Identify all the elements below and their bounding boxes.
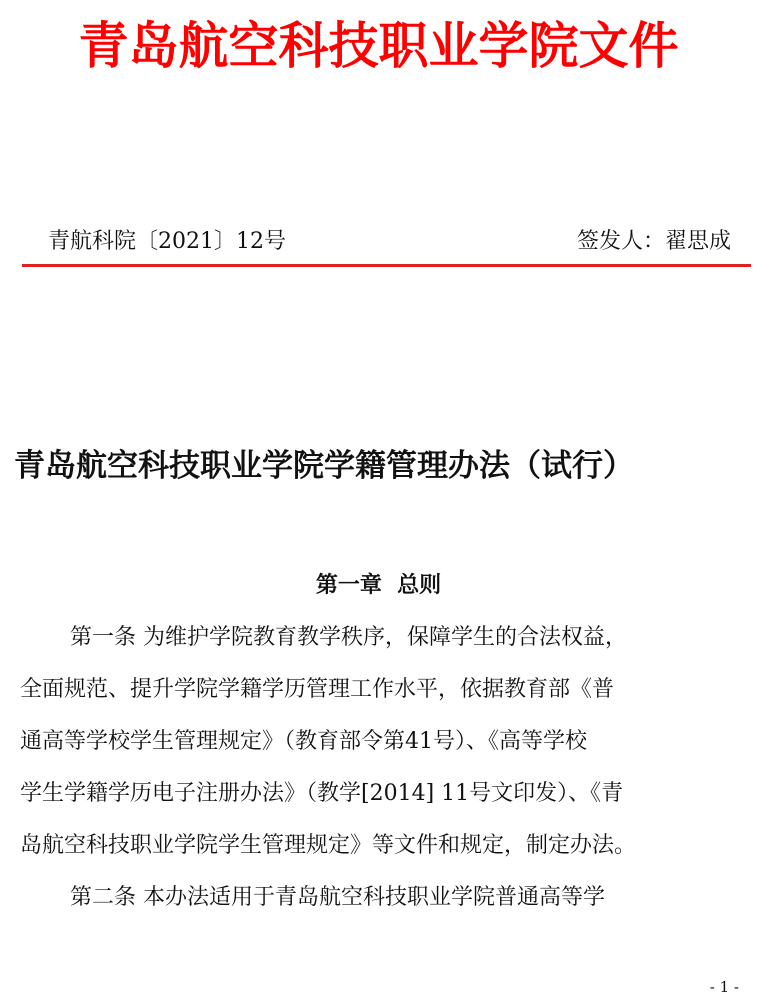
document-number: 青航科院〔2021〕12号 xyxy=(48,229,286,254)
article-1-line-3: 通高等学校学生管理规定》（教育部令第41号）、《高等学校 xyxy=(20,729,587,754)
article-1-line-4: 学生学籍学历电子注册办法》（教学[2014] 11号文印发）、《青 xyxy=(20,781,624,806)
document-header-title: 青岛航空科技职业学院文件 xyxy=(78,17,679,75)
page-number: - 1 - xyxy=(709,978,739,996)
article-1-line-2: 全面规范、提升学院学籍学历管理工作水平，依据教育部《普 xyxy=(20,677,615,702)
document-title: 青岛航空科技职业学院学籍管理办法（试行） xyxy=(14,448,634,484)
issuer-label: 签发人：翟思成 xyxy=(576,229,731,254)
article-2-line-1: 第二条 本办法适用于青岛航空科技职业学院普通高等学 xyxy=(70,885,605,910)
article-1-line-1: 第一条 为维护学院教育教学秩序，保障学生的合法权益， xyxy=(70,625,627,650)
chapter-heading: 第一章 总则 xyxy=(315,573,442,598)
article-1-line-5: 岛航空科技职业学院学生管理规定》等文件和规定，制定办法。 xyxy=(20,833,637,858)
red-divider-line xyxy=(22,264,751,267)
